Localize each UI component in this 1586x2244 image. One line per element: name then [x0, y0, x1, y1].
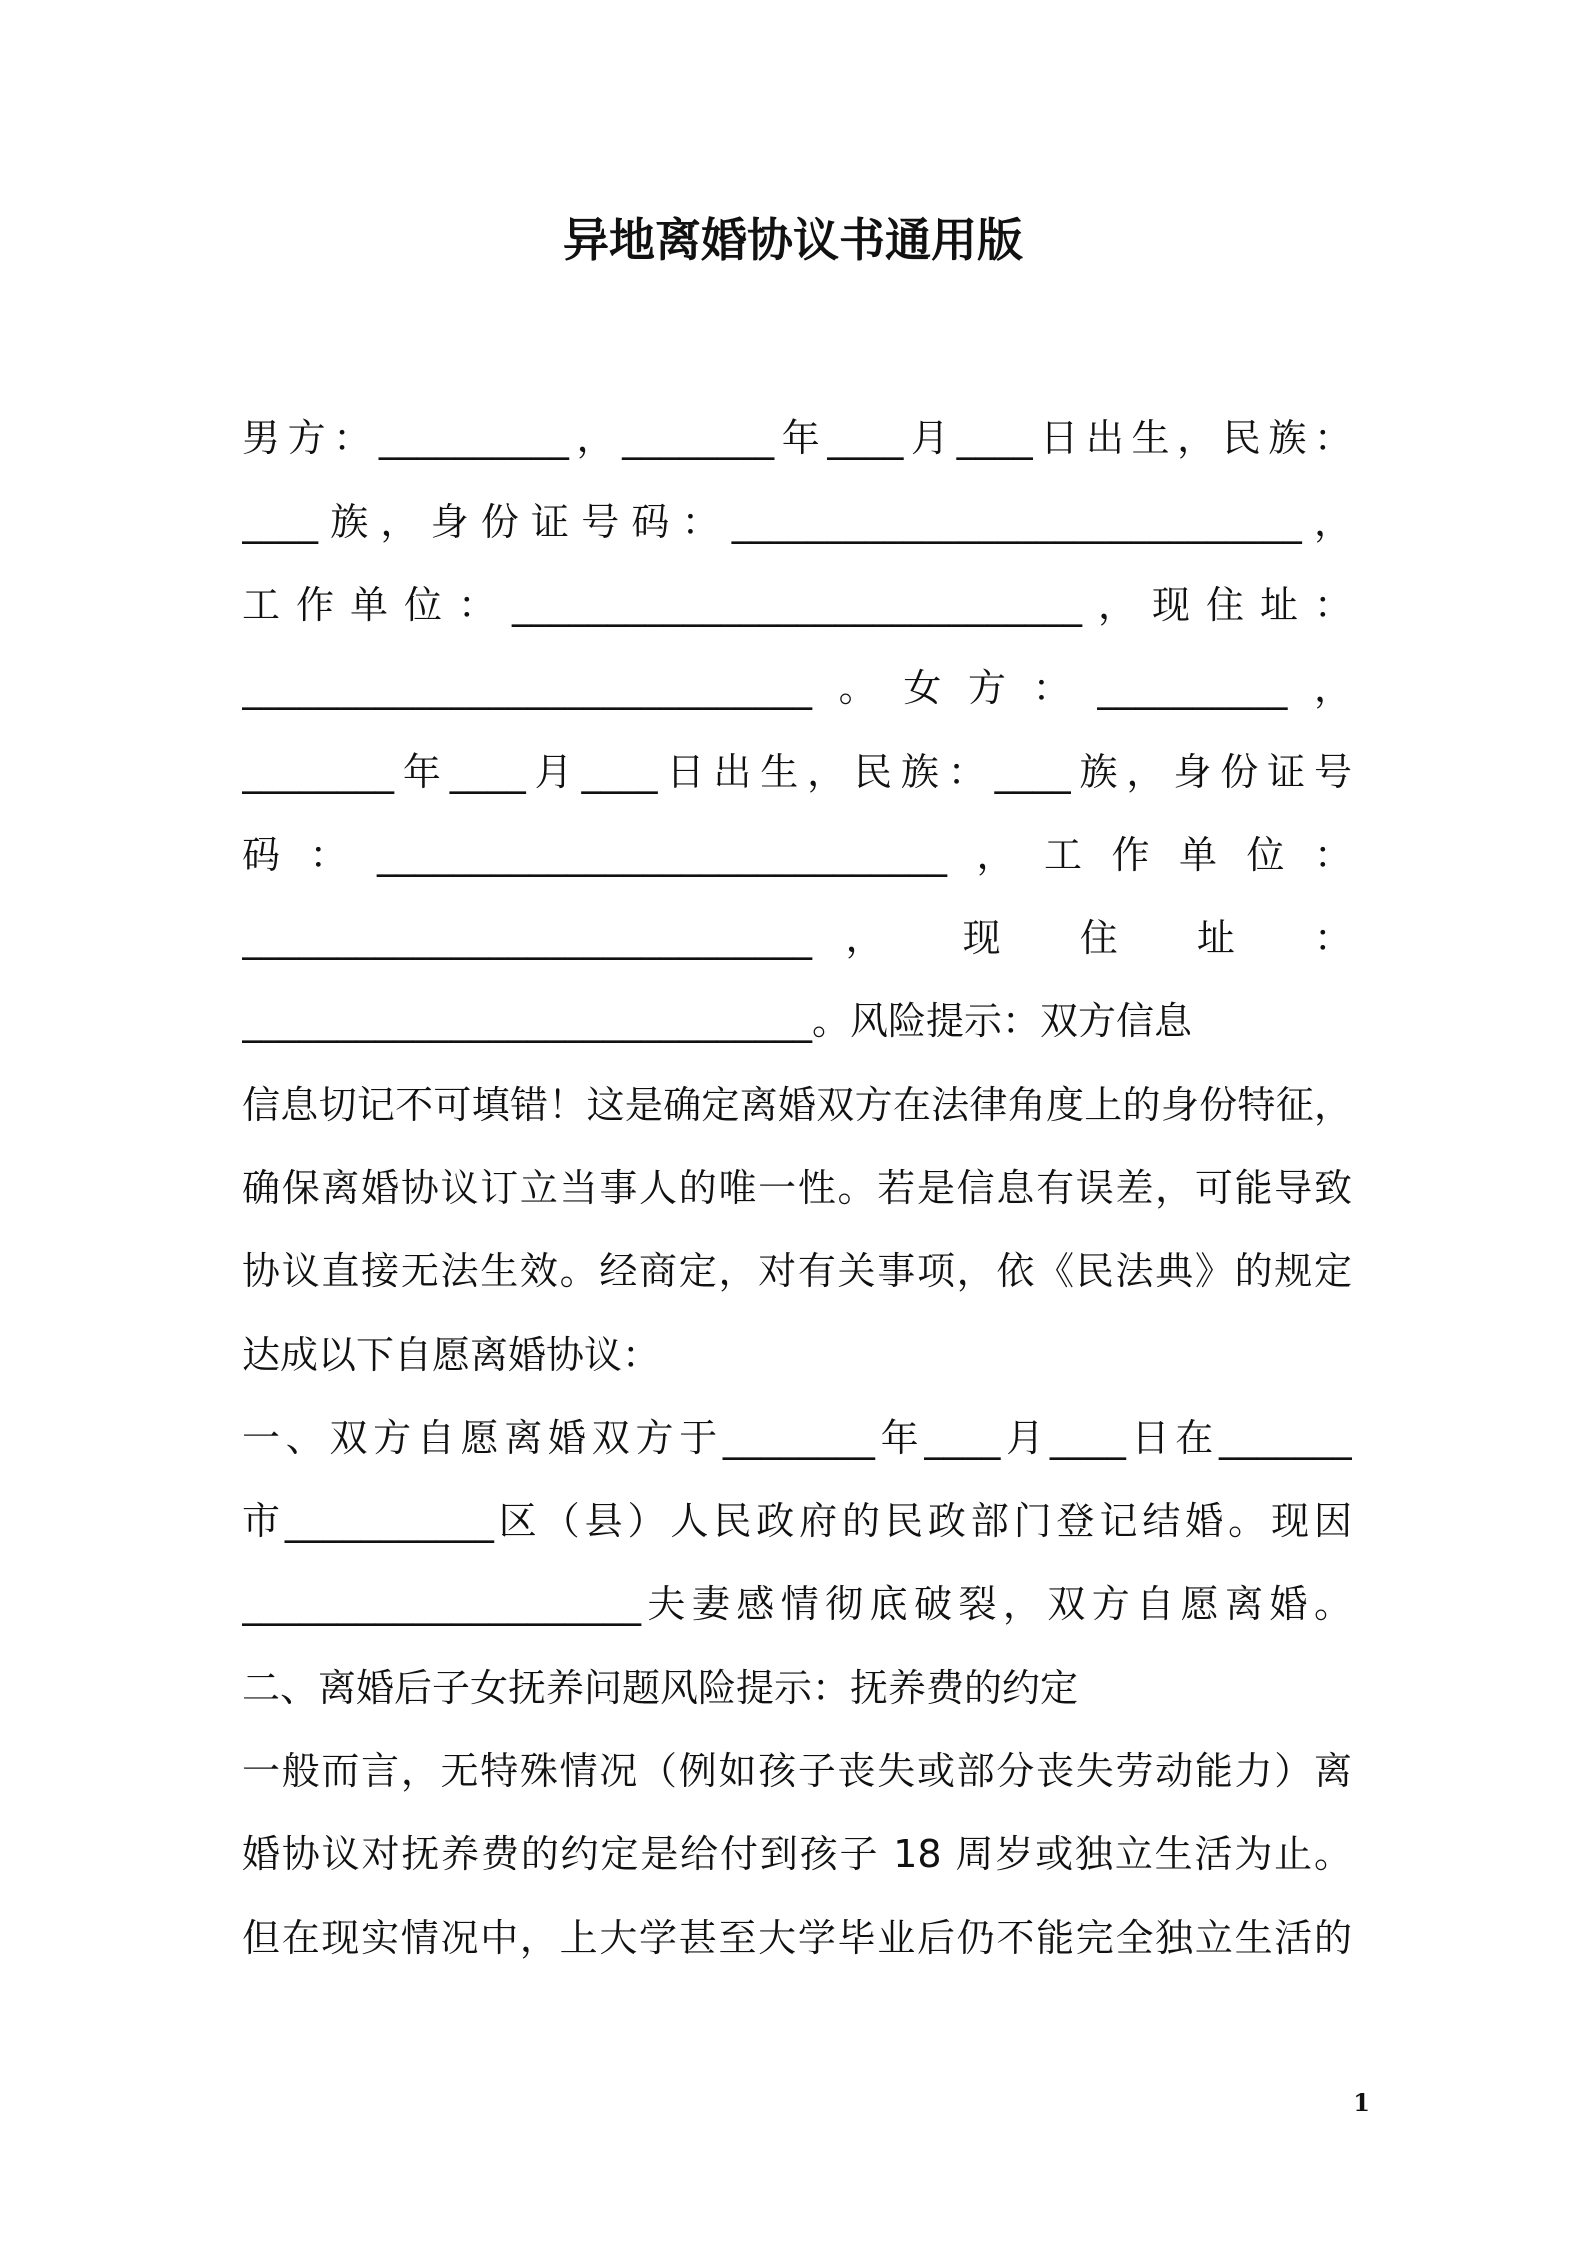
text-line: 市___________区（县）人民政府的民政部门登记结婚。现因	[242, 1499, 1352, 1543]
text-line: 工作单位：______________________________，现住址：	[242, 583, 1352, 627]
text-line: ______________________________。女方：__________，	[242, 666, 1352, 710]
text-line: 男方：__________，________年____月____日出生，民族：	[242, 416, 1352, 460]
text-line: 达成以下自愿离婚协议：	[242, 1333, 661, 1377]
text-line: 二、离婚后子女抚养问题风险提示：抚养费的约定	[242, 1666, 1079, 1710]
document-title: 异地离婚协议书通用版	[563, 213, 1023, 267]
text-line: 但在现实情况中，上大学甚至大学毕业后仍不能完全独立生活的	[242, 1916, 1352, 1960]
text-line: _____________________夫妻感情彻底破裂，双方自愿离婚。	[242, 1582, 1352, 1626]
text-line: 信息切记不可填错！这是确定离婚双方在法律角度上的身份特征，	[242, 1083, 1352, 1127]
text-line: ____族，身份证号码：______________________________，	[242, 500, 1352, 544]
text-line: ______________________________， 现 住 址 ：	[242, 916, 1352, 960]
text-line: 确保离婚协议订立当事人的唯一性。若是信息有误差，可能导致	[242, 1166, 1352, 1210]
text-line: 一般而言，无特殊情况（例如孩子丧失或部分丧失劳动能力）离	[242, 1749, 1352, 1793]
text-line: 一、双方自愿离婚双方于________年____月____日在_______	[242, 1416, 1352, 1460]
text-line: ______________________________。风险提示：双方信息	[242, 999, 1193, 1043]
text-line: ________年____月____日出生，民族：____族，身份证号	[242, 750, 1352, 794]
text-line: 婚协议对抚养费的约定是给付到孩子 18 周岁或独立生活为止。	[242, 1832, 1352, 1876]
text-line: 协议直接无法生效。经商定，对有关事项，依《民法典》的规定	[242, 1249, 1352, 1293]
text-line: 码：______________________________，工作单位：	[242, 833, 1352, 877]
page-number: 1	[1353, 2088, 1370, 2117]
